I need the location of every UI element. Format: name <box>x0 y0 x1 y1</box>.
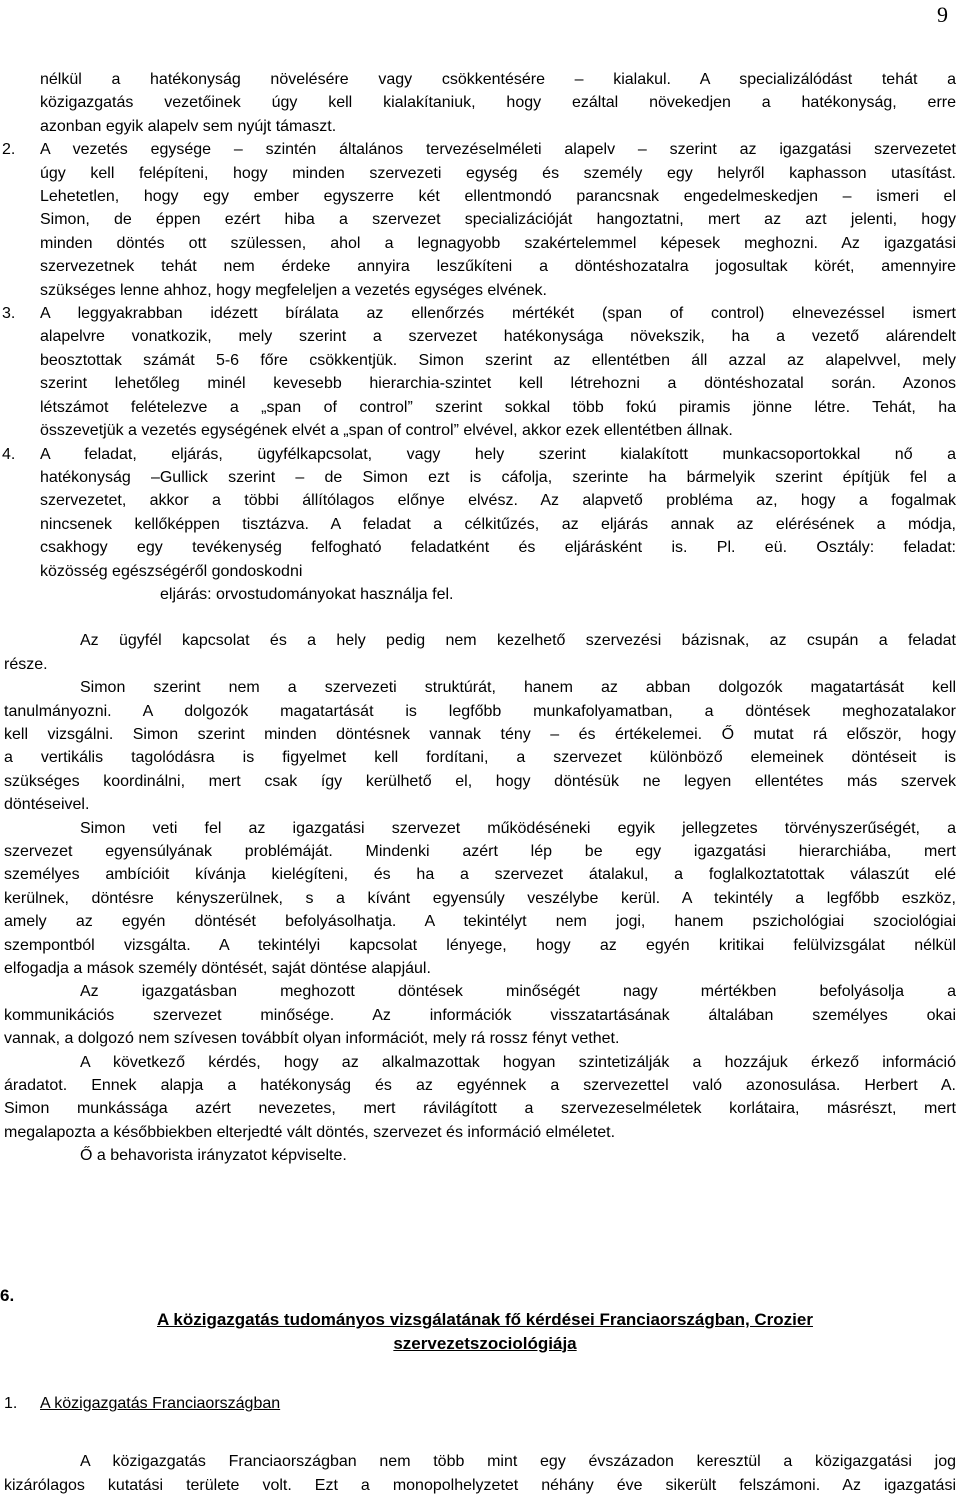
text-line: nincsenek kellőképpen tisztázva. A feladat a célkitűzés, az eljárás annak az elérésének a módja, <box>40 515 956 533</box>
text-line: szempontból vizsgálta. A tekintélyi kapcsolat lényege, hogy az egyén kritikai felülvizsgálat nélkül <box>4 936 956 954</box>
text-line: szervezet egyensúlyának problémáját. Mindenki azért lép be egy igazgatási hierarchiába, mert <box>4 843 956 860</box>
text-line: áradatot. Ennek alapja a hatékonyság és az egyénnek a szervezettel való azonosulása. Herbert A. <box>4 1077 956 1095</box>
text-line: Simon, de éppen ezért hiba a szervezet specializációját hangoztatni, mert az azt jelenti, hogy <box>40 211 956 229</box>
text-line: A közigazgatás Franciaországban nem több mint egy évszázadon keresztül a közigazgatási jog <box>80 1453 956 1471</box>
text-line: úgy kell felépíteni, hogy minden szervezeti egység és személy egy helyről kaphasson utasítást. <box>40 164 956 182</box>
text-line: szükséges koordinálni, mert csak így kerülhető el, hogy döntésük ne legyen ellentétes más szervek <box>4 772 956 790</box>
final-paragraph <box>0 1450 960 1497</box>
text-line: kizárólagos kutatási területe volt. Ezt a monopolhelyzetet néhány éve sikerült felszámoni. Az igazgatási <box>4 1476 956 1494</box>
text-line: amely az egyén döntését befolyásolhatja. A tekintélyt nem jogi, hanem pszichológiai szociológiai <box>4 913 956 931</box>
section-heading <box>0 1284 960 1355</box>
text-line: csakhogy egy tevékenység felfogható feladatként és eljárásként is. Pl. eü. Osztály: feladat: <box>40 539 956 557</box>
text-line: szervezetnek tehát nem érdeke annyira leszűkíteni a döntéshozatalra jogosultak körét, amennyire <box>40 258 956 276</box>
text-line: elfogadja a mások személy döntését, saját döntése alapjául. <box>4 960 431 978</box>
text-line: Simon szerint nem a szervezeti struktúrát, hanem az abban dolgozók magatartását kell <box>80 679 956 697</box>
text-line: szerint lehetőleg minél kevesebb hierarchia-szintet kell létrehozni a döntéshozatal során. Azonos <box>40 375 956 393</box>
text-line: kommunikációs szervezet minősége. Az információk visszatartásának általában személyes okai <box>4 1006 956 1024</box>
text-line: döntéseivel. <box>4 796 90 814</box>
text-line: A vezetés egysége – szintén általános tervezéselméleti alapelv – szerint az igazgatási szervezetet <box>40 141 956 159</box>
page-number: 9 <box>937 2 948 27</box>
text-line: A feladat, eljárás, ügyfélkapcsolat, vagy hely szerint kialakított munkacsoportokkal nő a <box>40 445 956 463</box>
text-line: szükséges lenne ahhoz, hogy megfeleljen a vezetés egységes elvének. <box>40 281 547 299</box>
text-line: A következő kérdés, hogy az alkalmazottak hogyan szintetizálják a hozzájuk érkező információ <box>80 1053 956 1071</box>
text-line: A leggyakrabban idézett bírálata az ellenőrzés mértékét (span of control) elnevezéssel ismert <box>40 305 956 323</box>
section-number: 6. <box>0 1285 15 1305</box>
text-line: Az igazgatásban meghozott döntések minőségét nagy mértékben befolyásolja a <box>80 983 956 1001</box>
document-page <box>0 68 960 1497</box>
text-line: megalapozta a későbbiekben elterjedté vált döntés, szervezet és információ elméletet. <box>4 1123 616 1141</box>
text-line: közigazgatás vezetőinek úgy kell kialakítaniuk, hogy ezáltal növekedjen a hatékonyság, erre <box>40 94 956 112</box>
text-line: Ő a behavorista irányzatot képviselte. <box>80 1147 347 1165</box>
text-line-indented: eljárás: orvostudományokat használja fel. <box>160 585 454 603</box>
text-line: közösség egészségéről gondoskodni <box>40 562 303 580</box>
list-item-3 <box>2 302 956 442</box>
subsection-heading <box>0 1392 960 1415</box>
intro-continuation <box>0 68 960 138</box>
text-line: Simon veti fel az igazgatási szervezet működéséneki egyik jellegzetes törvényszerűségét, a <box>80 819 956 837</box>
subsection-number: 1. <box>4 1394 18 1412</box>
text-line: hatékonyság –Gullick szerint – de Simon ezt is cáfolja, szerinte ha bármelyik szerint építjük fel a <box>40 468 956 486</box>
text-line: összevetjük a vezetés egységének elvét a „span of control” elvével, akkor ezek ellentétben állnak. <box>40 422 733 440</box>
section-title-line: szervezetszociológiája <box>393 1333 577 1353</box>
list-number: 2. <box>2 141 16 159</box>
paragraph <box>4 629 956 676</box>
subsection-title: A közigazgatás Franciaországban <box>40 1394 281 1412</box>
text-line: minden döntés ott szülessen, ahol a legnagyobb szakértelemmel képesek meghozni. Az igazgatási <box>40 234 956 252</box>
body-paragraphs <box>0 629 960 1167</box>
section-title-line: A közigazgatás tudományos vizsgálatának fő kérdései Franciaországban, Crozier <box>157 1310 813 1330</box>
paragraph <box>4 1051 956 1145</box>
list-item-2 <box>2 138 956 302</box>
text-line: alapelvre vonatkozik, mely szerint a szervezet hatékonysága növekszik, ha a vezető alárendelt <box>40 328 956 346</box>
text-line: személyes ambícióit kívánja kielégíteni, és ha a szervezet átalakul, a foglalkoztatottak válaszút elé <box>4 866 956 884</box>
text-line: beosztottak számát 5-6 főre csökkentjük. Simon szerint az ellentétben áll azzal az alapelvvel, mely <box>40 351 956 369</box>
text-line: vannak, a dolgozó nem szívesen továbbít olyan információt, mely rá rossz fényt vethet. <box>4 1030 620 1048</box>
paragraph <box>4 817 956 981</box>
text-line: azonban egyik alapelv sem nyújt támaszt. <box>40 117 337 135</box>
text-line: nélkül a hatékonyság növelésére vagy csökkentésére – kialakul. A specializálódást tehát a <box>40 71 956 88</box>
list-number: 3. <box>2 305 16 323</box>
text-line: része. <box>4 655 48 673</box>
text-line: Lehetetlen, hogy egy ember egyszerre két ellentmondó parancsnak engedelmeskedjen – ismeri el <box>40 188 956 206</box>
text-line: Az ügyfél kapcsolat és a hely pedig nem kezelhető szervezési bázisnak, az csupán a feladat <box>80 632 956 650</box>
paragraph <box>4 980 956 1050</box>
list-number: 4. <box>2 445 16 463</box>
list-item-4 <box>2 443 956 607</box>
text-line: tanulmányozni. A dolgozók magatartását is legfőbb munkafolyamatban, a döntések meghozatalakor <box>4 702 956 720</box>
text-line: létszámot felételezve a „span of control” szerint sokkal több fokú piramis jönne létre. Tehát, ha <box>40 398 956 416</box>
text-line: szervezetet, akkor a többi állítólagos előnye elvész. Az alapvető probléma az, hogy a fogalmak <box>40 492 956 510</box>
text-line: kerülnek, döntésre kényszerülnek, s a kívánt egyensúly veszélybe kerül. A tekintély a legfőbb eszköz, <box>4 889 956 907</box>
text-line: Simon munkássága azért nevezetes, mert rávilágított a szervezeselméletek korlátaira, másrészt, mert <box>4 1100 956 1118</box>
numbered-list <box>0 138 960 606</box>
paragraph <box>4 676 956 816</box>
text-line: a vertikális tagolódásra is figyelmet kell fordítani, a szervezet különböző elemeinek döntéseit is <box>4 749 956 767</box>
paragraph <box>4 1144 956 1167</box>
text-line: kell vizsgálni. Simon szerint minden döntésnek vannak tény – és értékelemei. Ő mutat rá először, hogy <box>4 725 956 743</box>
